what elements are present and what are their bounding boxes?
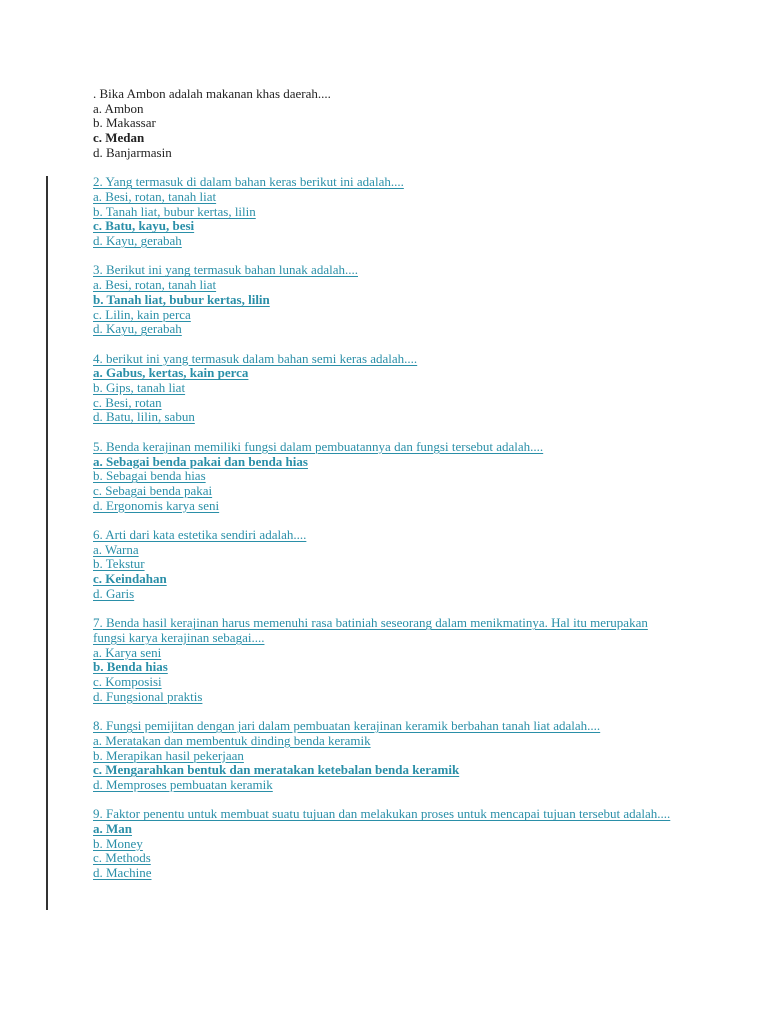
option-c-answer-link[interactable]: c. Mengarahkan bentuk dan meratakan ketebalan benda keramik (93, 762, 460, 778)
option-a-link[interactable]: a. Karya seni (93, 644, 162, 660)
option-a-link[interactable]: a. Besi, rotan, tanah liat (93, 188, 217, 204)
option-d-link[interactable]: d. Kayu, gerabah (93, 233, 182, 249)
option-b: b. Makassar (93, 115, 156, 131)
option-d-link[interactable]: d. Kayu, gerabah (93, 321, 182, 337)
option-b-link[interactable]: b. Tekstur (93, 556, 145, 572)
option-b-link[interactable]: b. Tanah liat, bubur kertas, lilin (93, 203, 256, 219)
option-c-link[interactable]: c. Lilin, kain perca (93, 306, 191, 322)
option-d: d. Banjarmasin (93, 144, 172, 160)
question-text-link[interactable]: 8. Fungsi pemijitan dengan jari dalam pembuatan kerajinan keramik berbahan tanah liat adalah.... (93, 718, 601, 734)
question-text-link[interactable]: 2. Yang termasuk di dalam bahan keras berikut ini adalah.... (93, 174, 404, 190)
option-c-link[interactable]: c. Komposisi (93, 674, 162, 690)
question-text-link[interactable]: 9. Faktor penentu untuk membuat suatu tujuan dan melakukan proses untuk mencapai tujuan tersebut adalah.... (93, 806, 671, 822)
question-4 (93, 352, 675, 426)
option-b-link[interactable]: b. Sebagai benda hias (93, 468, 206, 484)
option-d-link[interactable]: d. Memproses pembuatan keramik (93, 776, 273, 792)
question-1 (93, 87, 675, 161)
question-6 (93, 528, 675, 602)
option-d-link[interactable]: d. Garis (93, 585, 135, 601)
option-a-link[interactable]: a. Besi, rotan, tanah liat (93, 277, 217, 293)
option-c-link[interactable]: c. Sebagai benda pakai (93, 482, 213, 498)
option-a-answer-link[interactable]: a. Sebagai benda pakai dan benda hias (93, 453, 308, 469)
option-b-answer-link[interactable]: b. Tanah liat, bubur kertas, lilin (93, 291, 270, 307)
option-b-link[interactable]: b. Gips, tanah liat (93, 380, 186, 396)
option-d-link[interactable]: d. Ergonomis karya seni (93, 497, 220, 513)
option-a-answer-link[interactable]: a. Man (93, 821, 132, 837)
option-a-link[interactable]: a. Warna (93, 541, 139, 557)
option-b-link[interactable]: b. Merapikan hasil pekerjaan (93, 747, 244, 763)
question-3 (93, 263, 675, 337)
option-d-link[interactable]: d. Machine (93, 865, 152, 881)
question-text-link[interactable]: 6. Arti dari kata estetika sendiri adalah.... (93, 527, 307, 543)
quiz-content (93, 87, 675, 896)
option-b-link[interactable]: b. Money (93, 835, 143, 851)
question-9 (93, 807, 675, 881)
option-c-link[interactable]: c. Besi, rotan (93, 394, 162, 410)
question-7 (93, 616, 675, 704)
question-2 (93, 175, 675, 249)
revision-change-bar (46, 176, 48, 910)
option-b-answer-link[interactable]: b. Benda hias (93, 659, 168, 675)
question-text-link[interactable]: 7. Benda hasil kerajinan harus memenuhi rasa batiniah seseorang dalam menikmatinya. Hal itu merupakan fungsi karya kerajinan sebagai.... (93, 615, 648, 645)
option-c-link[interactable]: c. Methods (93, 850, 151, 866)
option-c-answer-link[interactable]: c. Keindahan (93, 571, 167, 587)
option-d-link[interactable]: d. Fungsional praktis (93, 688, 203, 704)
question-text-link[interactable]: 4. berikut ini yang termasuk dalam bahan semi keras adalah.... (93, 350, 418, 366)
question-text-link[interactable]: 5. Benda kerajinan memiliki fungsi dalam pembuatannya dan fungsi tersebut adalah.... (93, 438, 544, 454)
question-8 (93, 719, 675, 793)
option-a: a. Ambon (93, 100, 144, 116)
option-c-answer-link[interactable]: c. Batu, kayu, besi (93, 218, 195, 234)
option-d-link[interactable]: d. Batu, lilin, sabun (93, 409, 195, 425)
question-5 (93, 440, 675, 514)
option-c-answer: c. Medan (93, 130, 145, 146)
question-text-link[interactable]: 3. Berikut ini yang termasuk bahan lunak adalah.... (93, 262, 358, 278)
option-a-link[interactable]: a. Meratakan dan membentuk dinding benda keramik (93, 732, 371, 748)
question-text: . Bika Ambon adalah makanan khas daerah.... (93, 86, 331, 101)
option-a-answer-link[interactable]: a. Gabus, kertas, kain perca (93, 365, 249, 381)
